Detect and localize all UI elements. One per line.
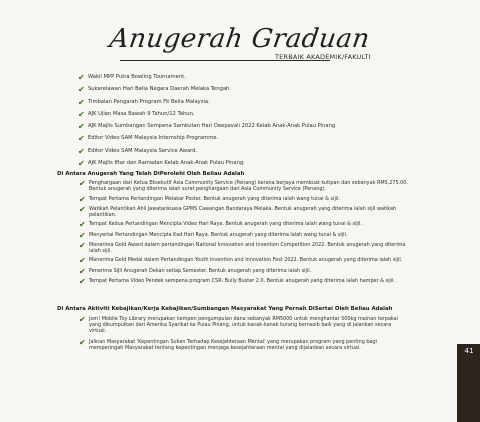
list-item	[79, 196, 409, 203]
checkmark-icon: ✔	[79, 179, 86, 188]
checkmark-icon: ✔	[79, 230, 86, 240]
page-title: Anugerah Graduan	[108, 24, 372, 54]
list-item	[79, 278, 409, 285]
list-item	[79, 180, 409, 192]
list-item-text: Editor Video SAM Malaysia Service Award.	[88, 147, 198, 154]
list-item-text: AJK Ujian Masa Bawah 9 Tahun/12 Tahun.	[88, 110, 195, 117]
checkmark-icon: ✔	[78, 73, 85, 82]
page-number-bar	[457, 344, 480, 422]
list-item-text: Penghargaan dari Ketua Eksekutif Asia Community Service (Penang) kerana berjaya membuat kutipan dan sebanyak RM5,275.00. Bentuk anugerah yang diterima ialah surat penghargaan dari Asia Community Service (Penang).	[89, 180, 408, 193]
list-item-text: Penerima Sijil Anugerah Dekan setiap Semester. Bentuk anugerah yang diterima ialah sijil.	[89, 267, 312, 274]
list-item-text: Menyertai Pertandingan Mencipta Kad Hari Raya. Bentuk anugerah yang diterima ialah wang tunai & sijil.	[89, 231, 348, 238]
list-item	[78, 74, 398, 81]
list-item-text: Tempat Kedua Pertandingan Mencipta Video Hari Raya. Bentuk anugerah yang diterima ialah wang tunai & sijil.	[89, 221, 363, 228]
awards-section-title: Di Antara Anugerah Yang Telah DiPerolehi Oleh Beliau Adalah	[57, 171, 245, 177]
list-item	[78, 123, 398, 130]
list-item	[78, 135, 398, 142]
list-item-text: AJK Majlis Iftar dan Ramadan Kelab Anak-Anak Pulau Pinang.	[88, 160, 245, 167]
list-item	[79, 242, 409, 254]
list-item-text: Wakil MPP Putra Bowling Tournament.	[88, 74, 186, 80]
checkmark-icon: ✔	[79, 204, 86, 214]
list-item-text: Watikah Pelantikan Ahli Jawatankuasa GPMS Cawangan Bandaraya Melaka. Bentuk anugerah yang diterima ialah sijil watikah pelantikan.	[89, 205, 397, 218]
list-item-text: Jalinan Masyarakat 'Kepentingan Sukan Terhadap Kesejahteraan Mental' yang merupakan program yang penting bagi memperingati Masyarakat tentang kepentingan menjaga kesejahteraan mental yang dijalankan secara virtual.	[89, 338, 377, 351]
checkmark-icon: ✔	[79, 220, 86, 230]
checkmark-icon: ✔	[79, 276, 86, 286]
list-item-text: Menerima Gold Medal dalam Pertandingan Youth Invention and Innovation Fest 2022. Bentuk anugerah yang diterima ialah sijil.	[89, 257, 403, 264]
list-item	[79, 206, 409, 218]
list-item	[79, 257, 409, 264]
achievements-list	[78, 74, 398, 172]
checkmark-icon: ✔	[79, 266, 86, 276]
checkmark-icon: ✔	[78, 85, 85, 95]
list-item	[79, 232, 409, 239]
list-item-text: Jom! Mobile Toy Library merupakan kempen pengumpulan dana sebanyak RM5000 untuk menghantar 500kg mainan terpakai yang dikumpulkan dari Amerika Syarikat ke Pulau Pinang, untuk kanak-kanak kurang bernasib baik yang di jalankan secara virtual.	[89, 316, 399, 335]
checkmark-icon: ✔	[78, 122, 85, 132]
page-number: 41	[464, 347, 474, 355]
page-subtitle: TERBAIK AKADEMIK/FAKULTI	[275, 53, 371, 61]
list-item	[78, 160, 398, 167]
list-item	[79, 339, 409, 351]
checkmark-icon: ✔	[79, 194, 86, 204]
list-item-text: Timbalan Pengarah Program Fit Belia Malaysia.	[88, 98, 210, 105]
list-item	[79, 316, 409, 335]
header	[0, 24, 480, 54]
checkmark-icon: ✔	[79, 256, 86, 266]
list-item-text: Sukarelawan Hari Belia Negara Daerah Melaka Tengah.	[88, 86, 231, 93]
checkmark-icon: ✔	[78, 159, 85, 169]
list-item-text: Tempat Pertama Video Pendek sempena program CSR: Bully Buster 2.0. Bentuk anugerah yang diterima ialah hamper & sijil.	[89, 277, 396, 284]
checkmark-icon: ✔	[79, 315, 86, 324]
list-item-text: AJK Majlis Sumbangan Sempena Sambutan Hari Deepavali 2022 Kelab Anak-Anak Pulau Pinang.	[88, 123, 337, 130]
contributions-list	[79, 316, 409, 354]
checkmark-icon: ✔	[78, 146, 85, 156]
checkmark-icon: ✔	[78, 109, 85, 119]
list-item	[78, 86, 398, 93]
contributions-section-title: Di Antara Aktiviti Kebajikan/Kerja Kebajikan/Sumbangan Masyarakat Yang Pernah DiSertai Oleh Beliau Adalah	[57, 306, 393, 312]
list-item-text: Tempat Pertama Pertandingan Melakar Poster. Bentuk anugerah yang diterima ialah wang tunai & sijil.	[89, 195, 341, 202]
list-item	[79, 221, 409, 228]
list-item	[79, 268, 409, 275]
checkmark-icon: ✔	[78, 134, 85, 144]
list-item-text: Editor Video SAM Malaysia Internship Programme.	[88, 135, 219, 142]
list-item	[78, 148, 398, 155]
checkmark-icon: ✔	[78, 97, 85, 107]
list-item-text: Menerima Gold Award dalam pertandingan National Innovation and Invention Competition 2022. Bentuk anugerah yang diterima ialah sijil.	[89, 241, 406, 254]
checkmark-icon: ✔	[79, 240, 86, 250]
list-item	[78, 111, 398, 118]
checkmark-icon: ✔	[79, 337, 86, 347]
list-item	[78, 99, 398, 106]
awards-list	[79, 180, 409, 288]
